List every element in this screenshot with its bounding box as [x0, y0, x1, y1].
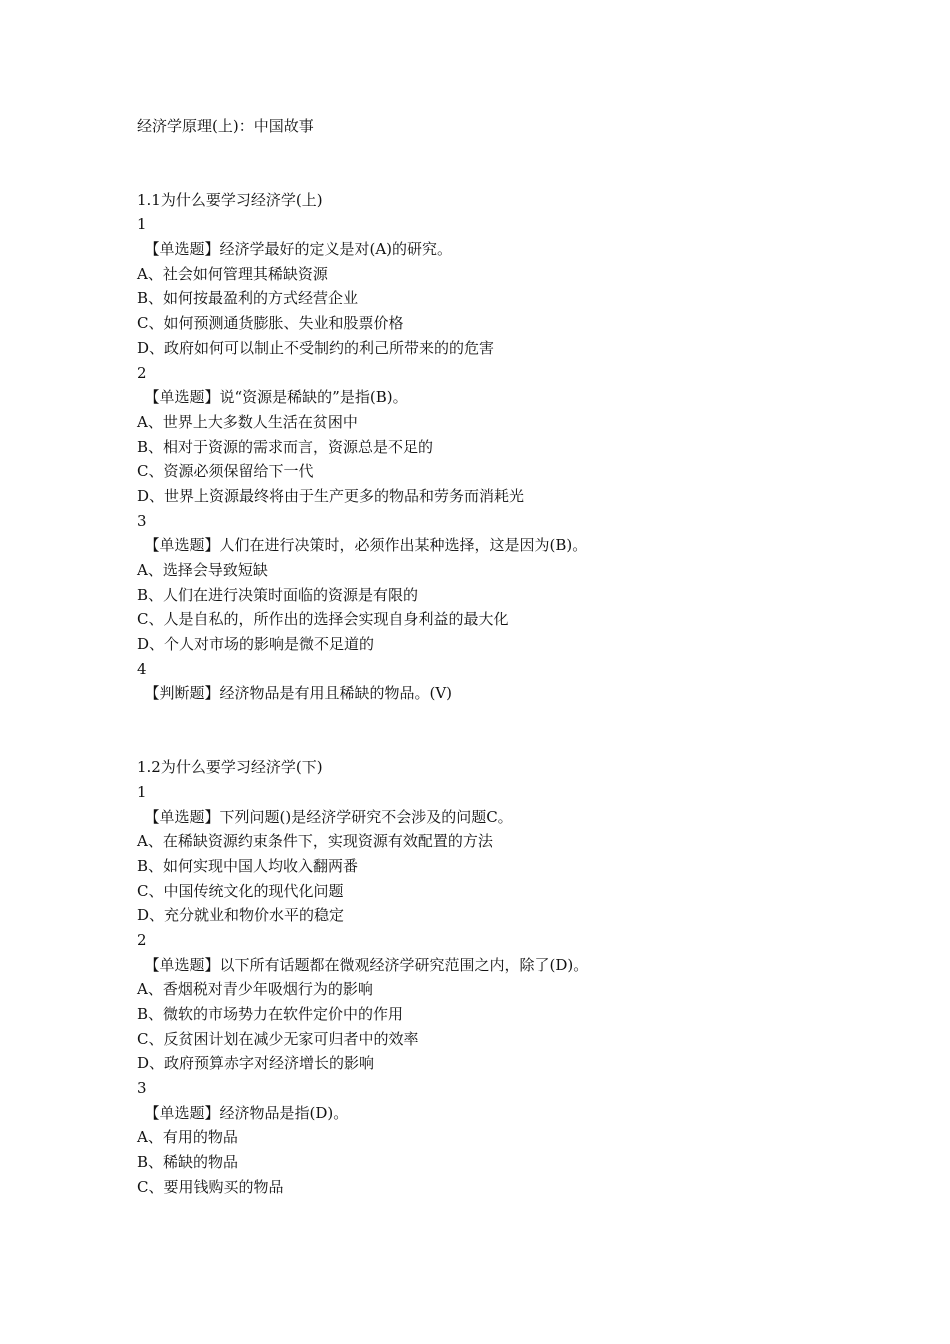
answer-option: B、稀缺的物品	[137, 1153, 239, 1172]
question-number: 3	[137, 511, 147, 530]
answer-option: C、资源必须保留给下一代	[137, 462, 314, 481]
answer-option: C、如何预测通货膨胀、失业和股票价格	[137, 314, 404, 333]
question	[137, 657, 897, 706]
document-title: 经济学原理(上)：中国故事	[137, 117, 314, 135]
question	[137, 1076, 897, 1199]
question-stem: 【单选题】以下所有话题都在微观经济学研究范围之内，除了(D)。	[137, 955, 589, 974]
question-stem: 【判断题】经济物品是有用且稀缺的物品。(V)	[137, 684, 453, 703]
answer-option: C、人是自私的，所作出的选择会实现自身利益的最大化	[137, 610, 509, 629]
answer-option: A、有用的物品	[137, 1128, 238, 1147]
section	[137, 188, 897, 706]
answer-option: A、选择会导致短缺	[137, 561, 268, 579]
answer-option: C、中国传统文化的现代化问题	[137, 881, 344, 900]
question-stem: 【单选题】经济学最好的定义是对(A)的研究。	[137, 240, 453, 259]
answer-option: B、相对于资源的需求而言，资源总是不足的	[137, 437, 434, 456]
question-number: 3	[137, 1079, 147, 1098]
section-heading: 1.2为什么要学习经济学(下)	[137, 758, 323, 777]
section	[137, 755, 897, 1199]
question-stem: 【单选题】人们在进行决策时，必须作出某种选择，这是因为(B)。	[137, 536, 588, 555]
question	[137, 780, 897, 928]
answer-option: C、反贫困计划在减少无家可归者中的效率	[137, 1029, 419, 1048]
question	[137, 928, 897, 1076]
section-heading: 1.1为什么要学习经济学(上)	[137, 190, 323, 209]
document-page	[137, 114, 897, 1200]
answer-option: A、社会如何管理其稀缺资源	[137, 264, 328, 283]
answer-option: A、香烟税对青少年吸烟行为的影响	[137, 980, 373, 999]
answer-option: A、在稀缺资源约束条件下，实现资源有效配置的方法	[137, 832, 493, 851]
question-stem: 【单选题】下列问题()是经济学研究不会涉及的问题C。	[137, 807, 513, 826]
question-stem: 【单选题】经济物品是指(D)。	[137, 1103, 349, 1122]
answer-option: D、充分就业和物价水平的稳定	[137, 906, 345, 925]
question-stem: 【单选题】说“资源是稀缺的”是指(B)。	[137, 388, 408, 407]
answer-option: A、世界上大多数人生活在贫困中	[137, 412, 358, 431]
question-number: 1	[137, 215, 147, 234]
question-number: 4	[137, 659, 147, 678]
question-number: 2	[137, 363, 147, 382]
question-number: 2	[137, 930, 147, 949]
answer-option: D、个人对市场的影响是微不足道的	[137, 635, 375, 654]
question	[137, 361, 897, 509]
answer-option: D、政府预算赤字对经济增长的影响	[137, 1054, 375, 1073]
answer-option: B、微软的市场势力在软件定价中的作用	[137, 1005, 404, 1023]
question-number: 1	[137, 782, 147, 801]
answer-option: D、世界上资源最终将由于生产更多的物品和劳务而消耗光	[137, 486, 525, 505]
answer-option: B、人们在进行决策时面临的资源是有限的	[137, 585, 419, 604]
question	[137, 212, 897, 360]
answer-option: B、如何实现中国人均收入翻两番	[137, 856, 359, 875]
sections-container	[137, 188, 897, 1200]
answer-option: B、如何按最盈利的方式经营企业	[137, 289, 359, 308]
answer-option: C、要用钱购买的物品	[137, 1177, 284, 1196]
question	[137, 509, 897, 657]
answer-option: D、政府如何可以制止不受制约的利己所带来的的危害	[137, 338, 495, 357]
